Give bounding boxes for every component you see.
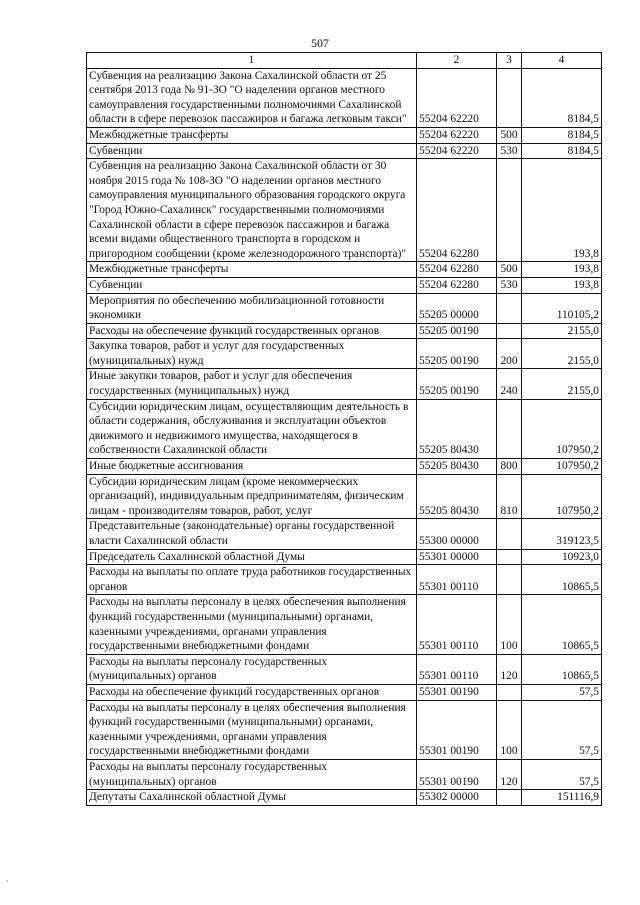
row-amount: 57,5 [522,700,602,759]
row-amount: 110105,2 [522,293,602,323]
table-row [87,565,602,595]
page-number: 507 [311,36,329,50]
row-name: Межбюджетные трансферты [87,262,417,278]
row-expense-type: 100 [497,700,522,759]
table-row [87,519,602,549]
table-row [87,654,602,684]
table-row [87,700,602,759]
table-row [87,159,602,262]
table-row [87,790,602,806]
row-name: Субвенция на реализацию Закона Сахалинской области от 25 сентября 2013 года № 91-ЗО "О наделении органов местного самоуправления государственными полномочиями Сахалинской области в сфере перевозок пассажиров и багажа легковым такси" [87,68,417,127]
row-code: 55204 62280 [417,277,497,293]
row-code: 55205 80430 [417,474,497,519]
row-amount: 8184,5 [522,68,602,127]
table-row [87,323,602,339]
row-amount: 57,5 [522,684,602,700]
row-expense-type [497,159,522,262]
row-name: Расходы на выплаты персоналу в целях обеспечения выполнения функций государственными (муниципальными) органами, казенными учреждениями, органами управления государственными внебюджетными фондами [87,700,417,759]
table-row [87,339,602,369]
table-row [87,684,602,700]
row-name: Расходы на выплаты персоналу государственных (муниципальных) органов [87,654,417,684]
row-expense-type [497,549,522,565]
row-code: 55205 00190 [417,323,497,339]
row-amount: 8184,5 [522,127,602,143]
row-code: 55301 00190 [417,700,497,759]
row-expense-type: 810 [497,474,522,519]
row-amount: 10923,0 [522,549,602,565]
margin-mark: · [6,876,9,886]
row-expense-type: 530 [497,143,522,159]
row-expense-type [497,790,522,806]
row-code: 55205 00190 [417,369,497,399]
row-amount: 10865,5 [522,565,602,595]
row-name: Закупка товаров, работ и услуг для государственных (муниципальных) нужд [87,339,417,369]
header-col-2: 2 [417,53,497,69]
row-name: Расходы на выплаты персоналу государственных (муниципальных) органов [87,759,417,789]
row-code: 55205 80430 [417,459,497,475]
row-amount: 57,5 [522,759,602,789]
row-code: 55204 62280 [417,159,497,262]
row-code: 55205 00190 [417,339,497,369]
table-row [87,595,602,654]
table-row [87,143,602,159]
row-expense-type: 800 [497,459,522,475]
row-expense-type [497,519,522,549]
row-amount: 2155,0 [522,339,602,369]
header-col-1: 1 [87,53,417,69]
row-expense-type: 530 [497,277,522,293]
row-name: Иные закупки товаров, работ и услуг для обеспечения государственных (муниципальных) нужд [87,369,417,399]
row-code: 55204 62220 [417,68,497,127]
row-code: 55204 62220 [417,127,497,143]
row-expense-type [497,399,522,458]
table-row [87,68,602,127]
row-expense-type: 120 [497,654,522,684]
row-amount: 10865,5 [522,654,602,684]
header-row [87,53,602,69]
row-name: Субвенции [87,277,417,293]
row-amount: 107950,2 [522,474,602,519]
row-name: Расходы на обеспечение функций государственных органов [87,323,417,339]
row-name: Мероприятия по обеспечению мобилизационной готовности экономики [87,293,417,323]
row-expense-type: 200 [497,339,522,369]
row-name: Председатель Сахалинской областной Думы [87,549,417,565]
row-amount: 193,8 [522,262,602,278]
row-expense-type [497,565,522,595]
row-amount: 319123,5 [522,519,602,549]
row-code: 55205 00000 [417,293,497,323]
table-row [87,277,602,293]
table-row [87,549,602,565]
table-row [87,459,602,475]
row-name: Расходы на выплаты по оплате труда работников государственных органов [87,565,417,595]
row-name: Субсидии юридическим лицам (кроме некоммерческих организаций), индивидуальным предпринимателям, физическим лицам - производителям товаров, работ, услуг [87,474,417,519]
row-expense-type: 120 [497,759,522,789]
row-expense-type [497,684,522,700]
row-code: 55301 00110 [417,595,497,654]
row-amount: 193,8 [522,277,602,293]
row-name: Субсидии юридическим лицам, осуществляющим деятельность в области содержания, обслуживания и эксплуатации объектов движимого и недвижимого имущества, находящегося в собственности Сахалинской области [87,399,417,458]
row-name: Субвенция на реализацию Закона Сахалинской области от 30 ноября 2015 года № 108-ЗО "О наделении органов местного самоуправления муниципального образования городского округа "Город Южно-Сахалинск" государственными полномочиями Сахалинской области в сфере перевозок пассажиров и багажа всеми видами общественного транспорта в городском и пригородном сообщении (кроме железнодорожного транспорта)" [87,159,417,262]
row-name: Представительные (законодательные) органы государственной власти Сахалинской области [87,519,417,549]
header-col-4: 4 [522,53,602,69]
table-row [87,474,602,519]
row-code: 55301 00110 [417,565,497,595]
row-amount: 193,8 [522,159,602,262]
budget-table [86,52,602,806]
row-amount: 107950,2 [522,459,602,475]
table-row [87,759,602,789]
header-col-3: 3 [497,53,522,69]
row-name: Расходы на выплаты персоналу в целях обеспечения выполнения функций государственными (муниципальными) органами, казенными учреждениями, органами управления государственными внебюджетными фондами [87,595,417,654]
row-expense-type: 500 [497,127,522,143]
row-amount: 10865,5 [522,595,602,654]
row-expense-type [497,293,522,323]
table-row [87,127,602,143]
row-expense-type: 500 [497,262,522,278]
row-name: Иные бюджетные ассигнования [87,459,417,475]
row-code: 55301 00190 [417,759,497,789]
row-amount: 151116,9 [522,790,602,806]
row-code: 55301 00190 [417,684,497,700]
row-code: 55301 00000 [417,549,497,565]
row-code: 55204 62280 [417,262,497,278]
row-expense-type: 100 [497,595,522,654]
row-amount: 2155,0 [522,323,602,339]
row-name: Межбюджетные трансферты [87,127,417,143]
row-name: Расходы на обеспечение функций государственных органов [87,684,417,700]
row-code: 55205 80430 [417,399,497,458]
row-amount: 8184,5 [522,143,602,159]
row-name: Субвенции [87,143,417,159]
row-code: 55204 62220 [417,143,497,159]
row-amount: 107950,2 [522,399,602,458]
row-expense-type: 240 [497,369,522,399]
row-name: Депутаты Сахалинской областной Думы [87,790,417,806]
row-code: 55300 00000 [417,519,497,549]
table-row [87,262,602,278]
row-code: 55301 00110 [417,654,497,684]
table-row [87,293,602,323]
table-row [87,369,602,399]
row-code: 55302 00000 [417,790,497,806]
row-expense-type [497,323,522,339]
row-amount: 2155,0 [522,369,602,399]
table-row [87,399,602,458]
row-expense-type [497,68,522,127]
